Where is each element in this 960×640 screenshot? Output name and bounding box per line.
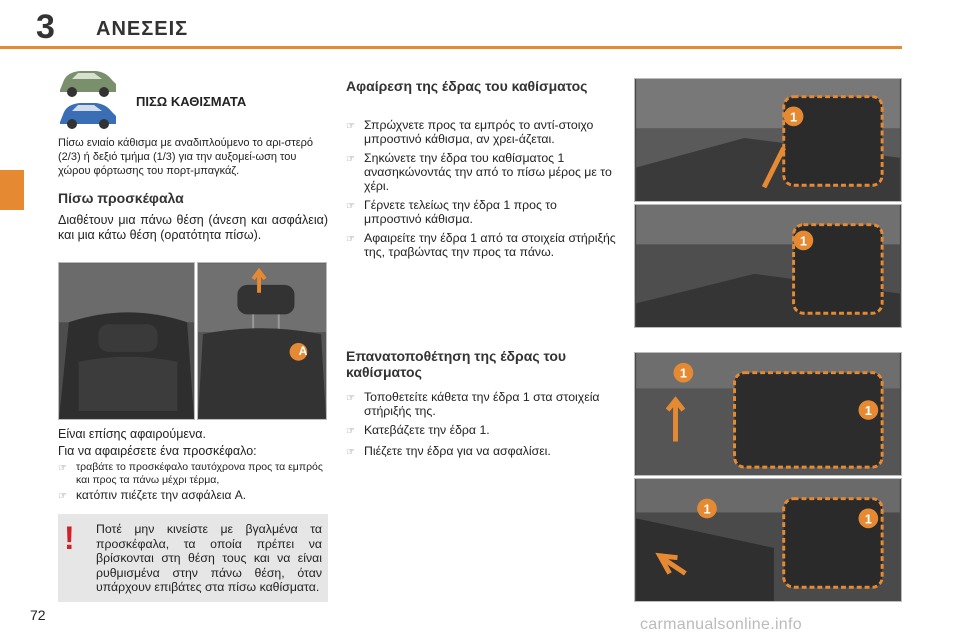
header-rule <box>0 46 902 49</box>
bullet-marker-icon: ☞ <box>346 426 355 437</box>
list-item <box>346 444 616 460</box>
section-intro: Πίσω ενιαίο κάθισμα με αναδιπλούμενο το αρι-στερό (2/3) ή δεξιό τμήμα (1/3) για την αυξομεί-ωση του χώρου φόρτωσης του πορτ-μπαγκάζ. <box>58 137 314 177</box>
list-item <box>346 118 616 146</box>
bullet-marker-icon: ☞ <box>346 121 355 132</box>
seat-removal-steps <box>346 118 616 264</box>
seat-refit-photo-1 <box>634 352 902 476</box>
headrest-step-text: κατόπιν πιέζετε την ασφάλεια A. <box>76 488 247 502</box>
step-text: Κατεβάζετε την έδρα 1. <box>364 423 490 437</box>
bullet-marker-icon: ☞ <box>346 393 355 404</box>
headrest-step <box>58 488 328 504</box>
bullet-marker-icon: ☞ <box>346 234 355 245</box>
list-item <box>346 198 616 226</box>
seat-refit-photo-2 <box>634 478 902 602</box>
headrest-heading: Πίσω προσκέφαλα <box>58 190 184 206</box>
headrest-step <box>58 461 328 486</box>
headrest-photo-high <box>197 262 327 420</box>
chapter-number: 3 <box>36 8 55 46</box>
watermark: carmanualsonline.info <box>640 616 802 633</box>
seat-refit-heading: Επανατοποθέτηση της έδρας του καθίσματος <box>346 348 567 380</box>
page-number: 72 <box>30 607 46 623</box>
car-gray-icon <box>56 66 120 100</box>
seat-removal-heading: Αφαίρεση της έδρας του καθίσματος <box>346 78 588 94</box>
step-text: Σηκώνετε την έδρα του καθίσματος 1 ανασηκώνοντάς την από το πίσω μέρος με το χέρι. <box>364 151 612 193</box>
callout-label-1: 1 <box>864 511 872 527</box>
car-blue-icon <box>56 98 120 132</box>
seat-removal-photo-1 <box>634 78 902 202</box>
step-text: Αφαιρείτε την έδρα 1 από τα στοιχεία στήριξής της, τραβώντας την προς τα πάνω. <box>364 231 616 259</box>
warning-icon: ! <box>64 520 75 556</box>
chapter-side-tab <box>0 170 24 210</box>
callout-label-1: 1 <box>864 402 872 418</box>
callout-label-1: 1 <box>703 501 711 517</box>
section-title: ΠΙΣΩ ΚΑΘΙΣΜΑΤΑ <box>136 94 247 109</box>
step-text: Γέρνετε τελείως την έδρα 1 προς το μπροστινό κάθισμα. <box>364 198 557 226</box>
step-text: Τοποθετείτε κάθετα την έδρα 1 στα στοιχεία στήριξής της. <box>364 390 600 418</box>
callout-label-1: 1 <box>799 233 807 249</box>
removable-note: Είναι επίσης αφαιρούμενα. <box>58 427 206 441</box>
seat-removal-photo-2 <box>634 204 902 328</box>
bullet-marker-icon: ☞ <box>58 491 67 502</box>
list-item <box>346 423 616 439</box>
step-text: Σπρώχνετε προς τα εμπρός το αντί-στοιχο μπροστινό κάθισμα, αν χρει-άζεται. <box>364 118 594 146</box>
warning-text: Ποτέ μην κινείστε με βγαλμένα τα προσκέφαλα, τα οποία πρέπει να βρίσκονται στη θέση τους και να είναι ρυθμισμένα στην πάνω θέση, όταν υπάρχουν επιβάτες στα πίσω καθίσματα. <box>96 522 322 594</box>
list-item <box>346 231 616 259</box>
remove-intro: Για να αφαιρέσετε ένα προσκέφαλο: <box>58 444 257 458</box>
headrest-step-text: τραβάτε το προσκέφαλο ταυτόχρονα προς τα εμπρός και προς τα πάνω μέχρι τέρμα, <box>76 461 323 486</box>
chapter-title: ΑΝΕΣΕΙΣ <box>96 18 189 40</box>
callout-label-1: 1 <box>790 109 798 125</box>
list-item <box>346 151 616 193</box>
callout-label-1: 1 <box>679 365 687 381</box>
step-text: Πιέζετε την έδρα για να ασφαλίσει. <box>364 444 551 458</box>
callout-label-a: A <box>298 344 308 358</box>
headrest-photo-low <box>58 262 195 420</box>
bullet-marker-icon: ☞ <box>346 447 355 458</box>
headrest-description: Διαθέτουν μια πάνω θέση (άνεση και ασφάλεια) και μια κάτω θέση (ορατότητα πίσω). <box>58 213 328 242</box>
bullet-marker-icon: ☞ <box>346 201 355 212</box>
warning-box <box>58 514 328 602</box>
seat-refit-steps <box>346 390 616 465</box>
bullet-marker-icon: ☞ <box>58 463 67 474</box>
list-item <box>346 390 616 418</box>
bullet-marker-icon: ☞ <box>346 154 355 165</box>
